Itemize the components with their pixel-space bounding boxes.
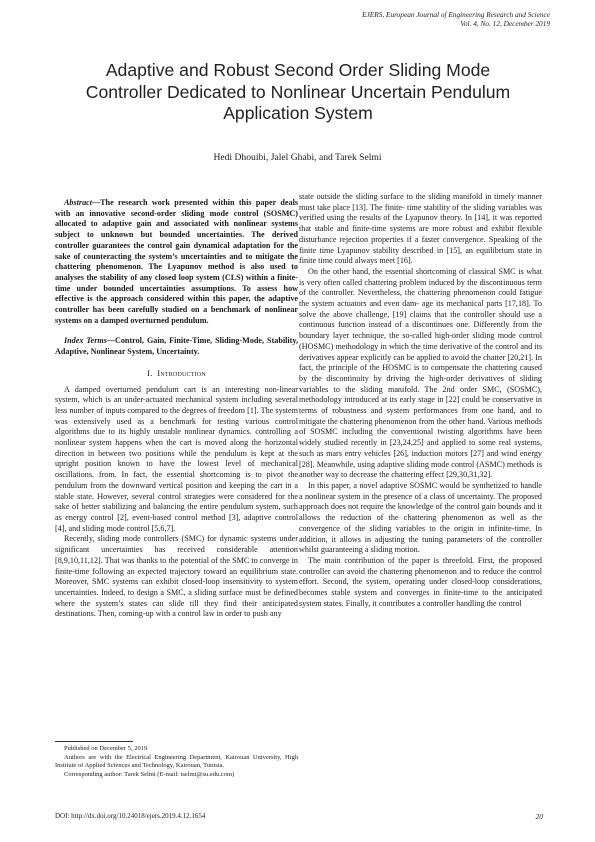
- footnote: Authors are with the Electrical Engineering Department, Kairouan University, High Institute of Applied Sciences and Technology, Kairouan, Tunisia.: [55, 753, 298, 770]
- journal-volume: Vol. 4, No. 12, December 2019: [460, 19, 550, 29]
- section-title: Introduction: [157, 367, 206, 378]
- title-line: Adaptive and Robust Second Order Sliding Mode: [105, 60, 491, 80]
- section-numeral: I.: [147, 367, 153, 378]
- abstract-label: Abstract—: [64, 198, 101, 207]
- footnote: Corresponding author: Tarek Selmi (E-mail: tselmi@su.edu.com): [64, 770, 235, 778]
- left-column: [55, 198, 298, 620]
- paragraph: The main contribution of the paper is threefold. First, the proposed controller can avoid the chattering phenomenon and to reduce the control effort. Second, the system, operating under closed-loop considerations, becomes stable system and converges in finite-time to the anticipated system states. Finally, it contributes a controller handling the control: [299, 555, 542, 608]
- authors: Hedi Dhouibi, Jalel Ghabi, and Tarek Selmi: [213, 152, 382, 163]
- paper-title: [48, 60, 548, 125]
- abstract: [55, 198, 298, 326]
- footnote: Published on December 5, 2019: [64, 745, 148, 752]
- title-line: Application System: [223, 103, 373, 123]
- paragraph: A damped overturned pendulum cart is an interesting non-linear system, which is an under-actuated mechanical system including several less number of inputs compared to the degrees of freedom [1]. The system was extensively used as a benchmark for testing various control algorithms due to its highly unstable nonlinear dynamics. controlling a nonlinear system happens when the cart is moved along the horizontal direction in between two positions while the pendulum is kept at the upright position known to have the lowest level of mechanical oscillations. from. In fact, the essential shortcoming is to pivot the pendulum from the downward vertical position and keeping the cart in a stable state. However, several control strategies were considered for the sake of better stabilizing and balancing the entire pendulum system, such as energy control [2], event-based control method [3], adaptive control [4], and sliding mode control [5,6,7].: [55, 384, 298, 533]
- right-column: [299, 192, 542, 609]
- abstract-text: The research work presented within this paper deals with an innovative second-order sliding mode control (SOSMC) allocated to adaptive gain and associated with nonlinear systems subject to unknown but bounded uncertainties. The derived controller guarantees the control gain dynamical adaptation for the sake of counteracting the system’s uncertainties and to mitigate the chattering phenomenon. The Lyapunov method is also used to analyses the stability of any closed loop system (CLS) within a finite-time under bounded uncertainties assumptions. To assess how effective is the approach considered within this paper, the adaptive controller has been carefully studied on a benchmark of nonlinear systems on a damped overturned pendulum.: [55, 198, 298, 325]
- journal-header: [362, 10, 550, 29]
- section-heading: [55, 368, 298, 379]
- page-number: 20: [535, 812, 543, 821]
- footer-doi: [55, 812, 205, 820]
- paragraph: In this paper, a novel adaptive SOSMC would be synthetized to handle a nonlinear system in the presence of a class of uncertainty. The proposed approach does not require the knowledge of the control gain bounds and it allows the reduction of the chattering phenomenon as well as the convergence of the sliding variables to the origin in infinite-time. In addition, it allows in adjusting the tuning parameters of the controller whilst guaranteeing a sliding motion.: [299, 480, 542, 555]
- index-terms-label: Index Terms: [64, 336, 107, 346]
- doi-label: DOI:: [55, 812, 72, 820]
- paragraph: On the other hand, the essential shortcoming of classical SMC is what is very often called chattering problem induced by the discontinuous term of the controller. Nevertheless, the chattering phenomenon could fatigue the system actuators and even dam- age its mechanical parts [17,18]. To solve the above challenge, [19] claims that the controller should use a continuous function instead of a discontinues one. Differently from the boundary layer technique, the so-called high-order sliding mode control (HOSMC) methodology in which the time derivative of the control and its derivatives appear explicitly can be applied to avoid the chatter [20,21]. In fact, the principle of the HOSMC is to compensate the chattering caused by the discontinuity by driving the high-order derivatives of sliding variables to the sliding manifold. The 2nd order SMC, (SOSMC), methodology introduced at its early stage in [22] could be conservative in terms of robustness and system performances from one hand, and to mitigate the chattering phenomenon from the other hand. Various methods of SOSMC including the conventional twisting algorithms have been widely studied recently in [23,24,25] and applied to some real systems, such as mars entry vehicles [26], induction motors [27] and wind energy [28]. Meanwhile, using adaptive sliding mode control (ASMC) methods is another way to decrease the chattering effect [29,30,31,32].: [299, 266, 542, 480]
- title-line: Controller Dedicated to Nonlinear Uncertain Pendulum: [85, 81, 511, 102]
- paragraph: Recently, sliding mode controllers (SMC) for dynamic systems under significant uncertainties has received considerable attention [8,9,10,11,12]. That was thanks to the potential of the SMC to converge in finite-time following an expected trajectory toward an equilibrium state. Moreover, SMC systems can exhibit closed-loop insensitivity to system uncertainties. Indeed, to design a SMC, a sliding surface must be defined where the system’s states can slide till they find their anticipated destinations. Then, coming-up with a control law in order to push any: [55, 534, 298, 619]
- doi-link[interactable]: http://dx.doi.org/10.24018/ejers.2019.4.12.1654: [71, 812, 206, 820]
- journal-name: EJERS, European Journal of Engineering Research and Science: [362, 10, 550, 19]
- footnote-divider: [55, 741, 133, 742]
- index-terms-text: —Control, Gain, Finite-Time, Sliding-Mode, Stability, Adaptive, Nonlinear System, Uncertainty.: [55, 336, 298, 357]
- index-terms: [55, 336, 298, 357]
- paragraph: state outside the sliding surface to the sliding manifold in timely manner must take place [13]. The finite- time stability of the sliding variables was verified using the results of the Lyapunov theory. In [14], it was reported that stable and finite-time systems are more robust and exhibit flexible disturbance rejection properties if a faster convergence. Speaking of the finite time Lyapunov stability described in [15], an equilibrium state in finite time could always meet [16].: [299, 192, 542, 266]
- footnotes: [55, 745, 298, 779]
